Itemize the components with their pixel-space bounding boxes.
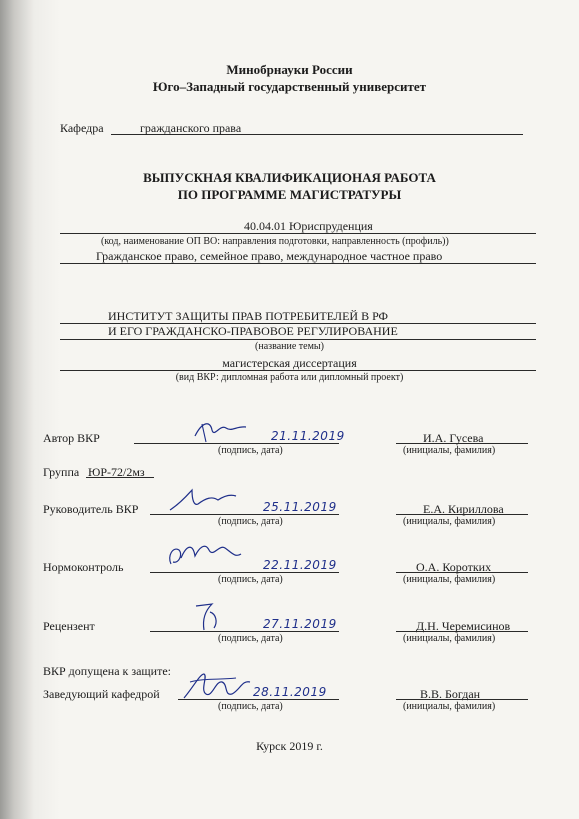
author-name-line xyxy=(396,443,528,444)
group-underline xyxy=(86,477,154,478)
ministry-heading: Минобрнауки России xyxy=(226,62,353,77)
supervisor-signature-date: 25.11.2019 xyxy=(263,500,337,514)
reviewer-name: Д.Н. Черемисинов xyxy=(416,619,511,633)
normcontrol-signature-date: 22.11.2019 xyxy=(263,558,337,572)
reviewer-name-caption: (инициалы, фамилия) xyxy=(403,633,496,644)
head-sign-caption: (подпись, дата) xyxy=(218,701,283,712)
group-value: ЮР-72/2мз xyxy=(88,465,145,479)
head-signature-date: 28.11.2019 xyxy=(253,685,327,699)
supervisor-name-caption: (инициалы, фамилия) xyxy=(403,516,496,527)
normcontrol-signature-mark xyxy=(165,538,245,574)
university-heading: Юго–Западный государственный университет xyxy=(152,79,427,94)
work-kind: магистерская диссертация xyxy=(222,356,357,370)
program-caption: (код, наименование ОП ВО: направления подготовки, направленность (профиль)) xyxy=(101,236,449,247)
author-role-label: Автор ВКР xyxy=(43,431,100,445)
profile-underline xyxy=(60,263,536,264)
reviewer-signature-line xyxy=(150,631,339,632)
document-title-line1: ВЫПУСКНАЯ КВАЛИФИКАЦИОНАЯ РАБОТА xyxy=(143,170,436,185)
supervisor-signature-line xyxy=(150,514,339,515)
admitted-label: ВКР допущена к защите: xyxy=(43,664,171,678)
author-signature-date: 21.11.2019 xyxy=(271,429,345,443)
document-title-line2: ПО ПРОГРАММЕ МАГИСТРАТУРЫ xyxy=(177,187,402,202)
supervisor-name-line xyxy=(396,514,528,515)
reviewer-signature-date: 27.11.2019 xyxy=(263,617,337,631)
topic-underline2 xyxy=(60,339,536,340)
supervisor-sign-caption: (подпись, дата) xyxy=(218,516,283,527)
work-kind-underline xyxy=(60,370,536,371)
author-signature-mark xyxy=(190,418,250,444)
head-role-label: Заведующий кафедрой xyxy=(43,687,160,701)
head-name-caption: (инициалы, фамилия) xyxy=(403,701,496,712)
author-sign-caption: (подпись, дата) xyxy=(218,445,283,456)
program-code: 40.04.01 Юриспруденция xyxy=(244,219,373,233)
reviewer-role-label: Рецензент xyxy=(43,619,95,633)
topic-line2: И ЕГО ГРАЖДАНСКО-ПРАВОВОЕ РЕГУЛИРОВАНИЕ xyxy=(108,324,398,338)
normcontrol-name: О.А. Коротких xyxy=(416,560,492,574)
work-kind-caption: (вид ВКР: дипломная работа или дипломный проект) xyxy=(175,372,404,383)
supervisor-signature-mark xyxy=(168,486,238,514)
supervisor-role-label: Руководитель ВКР xyxy=(43,502,139,516)
department-label: Кафедра xyxy=(60,121,104,135)
normcontrol-role-label: Нормоконтроль xyxy=(43,560,124,574)
head-name: В.В. Богдан xyxy=(420,687,481,701)
reviewer-signature-mark xyxy=(190,600,230,634)
program-profile: Гражданское право, семейное право, международное частное право xyxy=(96,249,443,263)
city-year-footer: Курск 2019 г. xyxy=(256,739,323,753)
topic-line1: ИНСТИТУТ ЗАЩИТЫ ПРАВ ПОТРЕБИТЕЛЕЙ В РФ xyxy=(108,309,389,323)
program-underline xyxy=(60,233,536,234)
reviewer-name-line xyxy=(396,631,528,632)
supervisor-name: Е.А. Кириллова xyxy=(423,502,504,516)
group-label: Группа xyxy=(43,465,80,479)
normcontrol-sign-caption: (подпись, дата) xyxy=(218,574,283,585)
reviewer-sign-caption: (подпись, дата) xyxy=(218,633,283,644)
normcontrol-name-caption: (инициалы, фамилия) xyxy=(403,574,496,585)
author-name: И.А. Гусева xyxy=(423,431,484,445)
head-name-line xyxy=(396,699,528,700)
topic-caption: (название темы) xyxy=(255,341,324,352)
department-value: гражданского права xyxy=(140,121,242,135)
author-name-caption: (инициалы, фамилия) xyxy=(403,445,496,456)
normcontrol-name-line xyxy=(396,572,528,573)
